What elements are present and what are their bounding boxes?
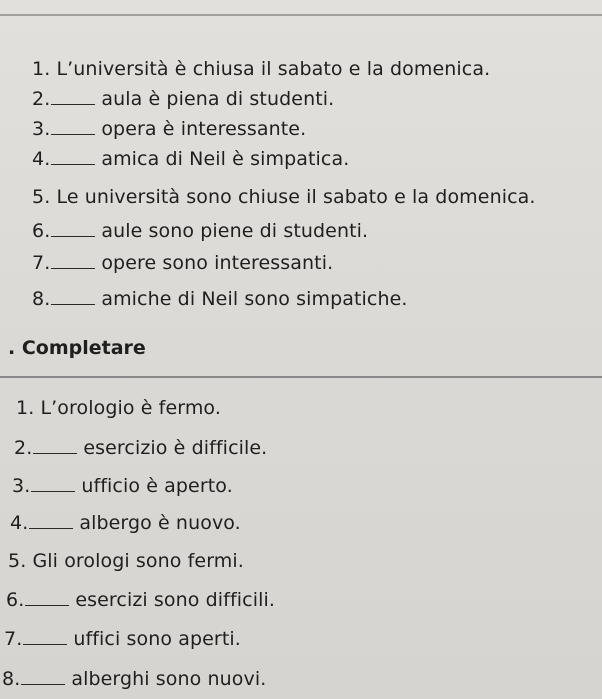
exercise-line xyxy=(12,475,233,497)
answer-blank[interactable] xyxy=(21,670,65,685)
exercise-line xyxy=(8,550,244,572)
item-text: uffici sono aperti. xyxy=(73,628,241,650)
exercise-line xyxy=(32,252,333,274)
item-number: 8. xyxy=(32,288,51,310)
answer-blank[interactable] xyxy=(23,630,67,645)
section-rule xyxy=(0,376,602,378)
item-number: 8. xyxy=(2,668,21,690)
answer-blank[interactable] xyxy=(51,120,95,135)
item-text: alberghi sono nuovi. xyxy=(71,668,267,690)
answer-blank[interactable] xyxy=(51,90,95,105)
exercise-line xyxy=(32,58,490,80)
exercise-line xyxy=(14,437,267,459)
item-text: opere sono interessanti. xyxy=(101,252,334,274)
section-heading: . Completare xyxy=(8,337,146,359)
item-number: 7. xyxy=(4,628,23,650)
answer-blank[interactable] xyxy=(51,150,95,165)
item-number: 5. xyxy=(8,550,27,572)
exercise-line xyxy=(2,668,266,690)
exercise-line xyxy=(16,397,221,419)
item-text: L’università è chiusa il sabato e la domenica. xyxy=(56,58,491,80)
answer-blank[interactable] xyxy=(29,514,73,529)
item-number: 5. xyxy=(32,186,51,208)
exercise-line xyxy=(6,589,275,611)
exercise-line xyxy=(32,148,349,170)
item-number: 1. xyxy=(16,397,35,419)
top-rule xyxy=(0,14,602,16)
item-text: L’orologio è fermo. xyxy=(40,397,221,419)
exercise-line xyxy=(10,512,241,534)
item-text: amiche di Neil sono simpatiche. xyxy=(101,288,408,310)
item-number: 4. xyxy=(10,512,29,534)
exercise-line xyxy=(32,118,306,140)
item-text: amica di Neil è simpatica. xyxy=(101,148,350,170)
answer-blank[interactable] xyxy=(33,439,77,454)
item-number: 3. xyxy=(32,118,51,140)
item-text: Gli orologi sono fermi. xyxy=(32,550,244,572)
exercise-line xyxy=(32,288,408,310)
item-text: aula è piena di studenti. xyxy=(101,88,335,110)
answer-blank[interactable] xyxy=(25,591,69,606)
item-number: 2. xyxy=(14,437,33,459)
item-text: esercizi sono difficili. xyxy=(75,589,275,611)
item-number: 2. xyxy=(32,88,51,110)
answer-blank[interactable] xyxy=(51,254,95,269)
exercise-line xyxy=(4,628,241,650)
item-number: 6. xyxy=(6,589,25,611)
exercise-line xyxy=(32,220,368,242)
item-number: 1. xyxy=(32,58,51,80)
item-text: aule sono piene di studenti. xyxy=(101,220,369,242)
item-number: 7. xyxy=(32,252,51,274)
answer-blank[interactable] xyxy=(31,477,75,492)
item-number: 6. xyxy=(32,220,51,242)
item-text: opera è interessante. xyxy=(101,118,307,140)
item-number: 3. xyxy=(12,475,31,497)
answer-blank[interactable] xyxy=(51,290,95,305)
item-text: ufficio è aperto. xyxy=(81,475,233,497)
exercise-line xyxy=(32,88,334,110)
item-text: albergo è nuovo. xyxy=(79,512,241,534)
item-text: Le università sono chiuse il sabato e la domenica. xyxy=(56,186,536,208)
exercise-line xyxy=(32,186,536,208)
item-number: 4. xyxy=(32,148,51,170)
answer-blank[interactable] xyxy=(51,222,95,237)
item-text: esercizio è difficile. xyxy=(83,437,268,459)
